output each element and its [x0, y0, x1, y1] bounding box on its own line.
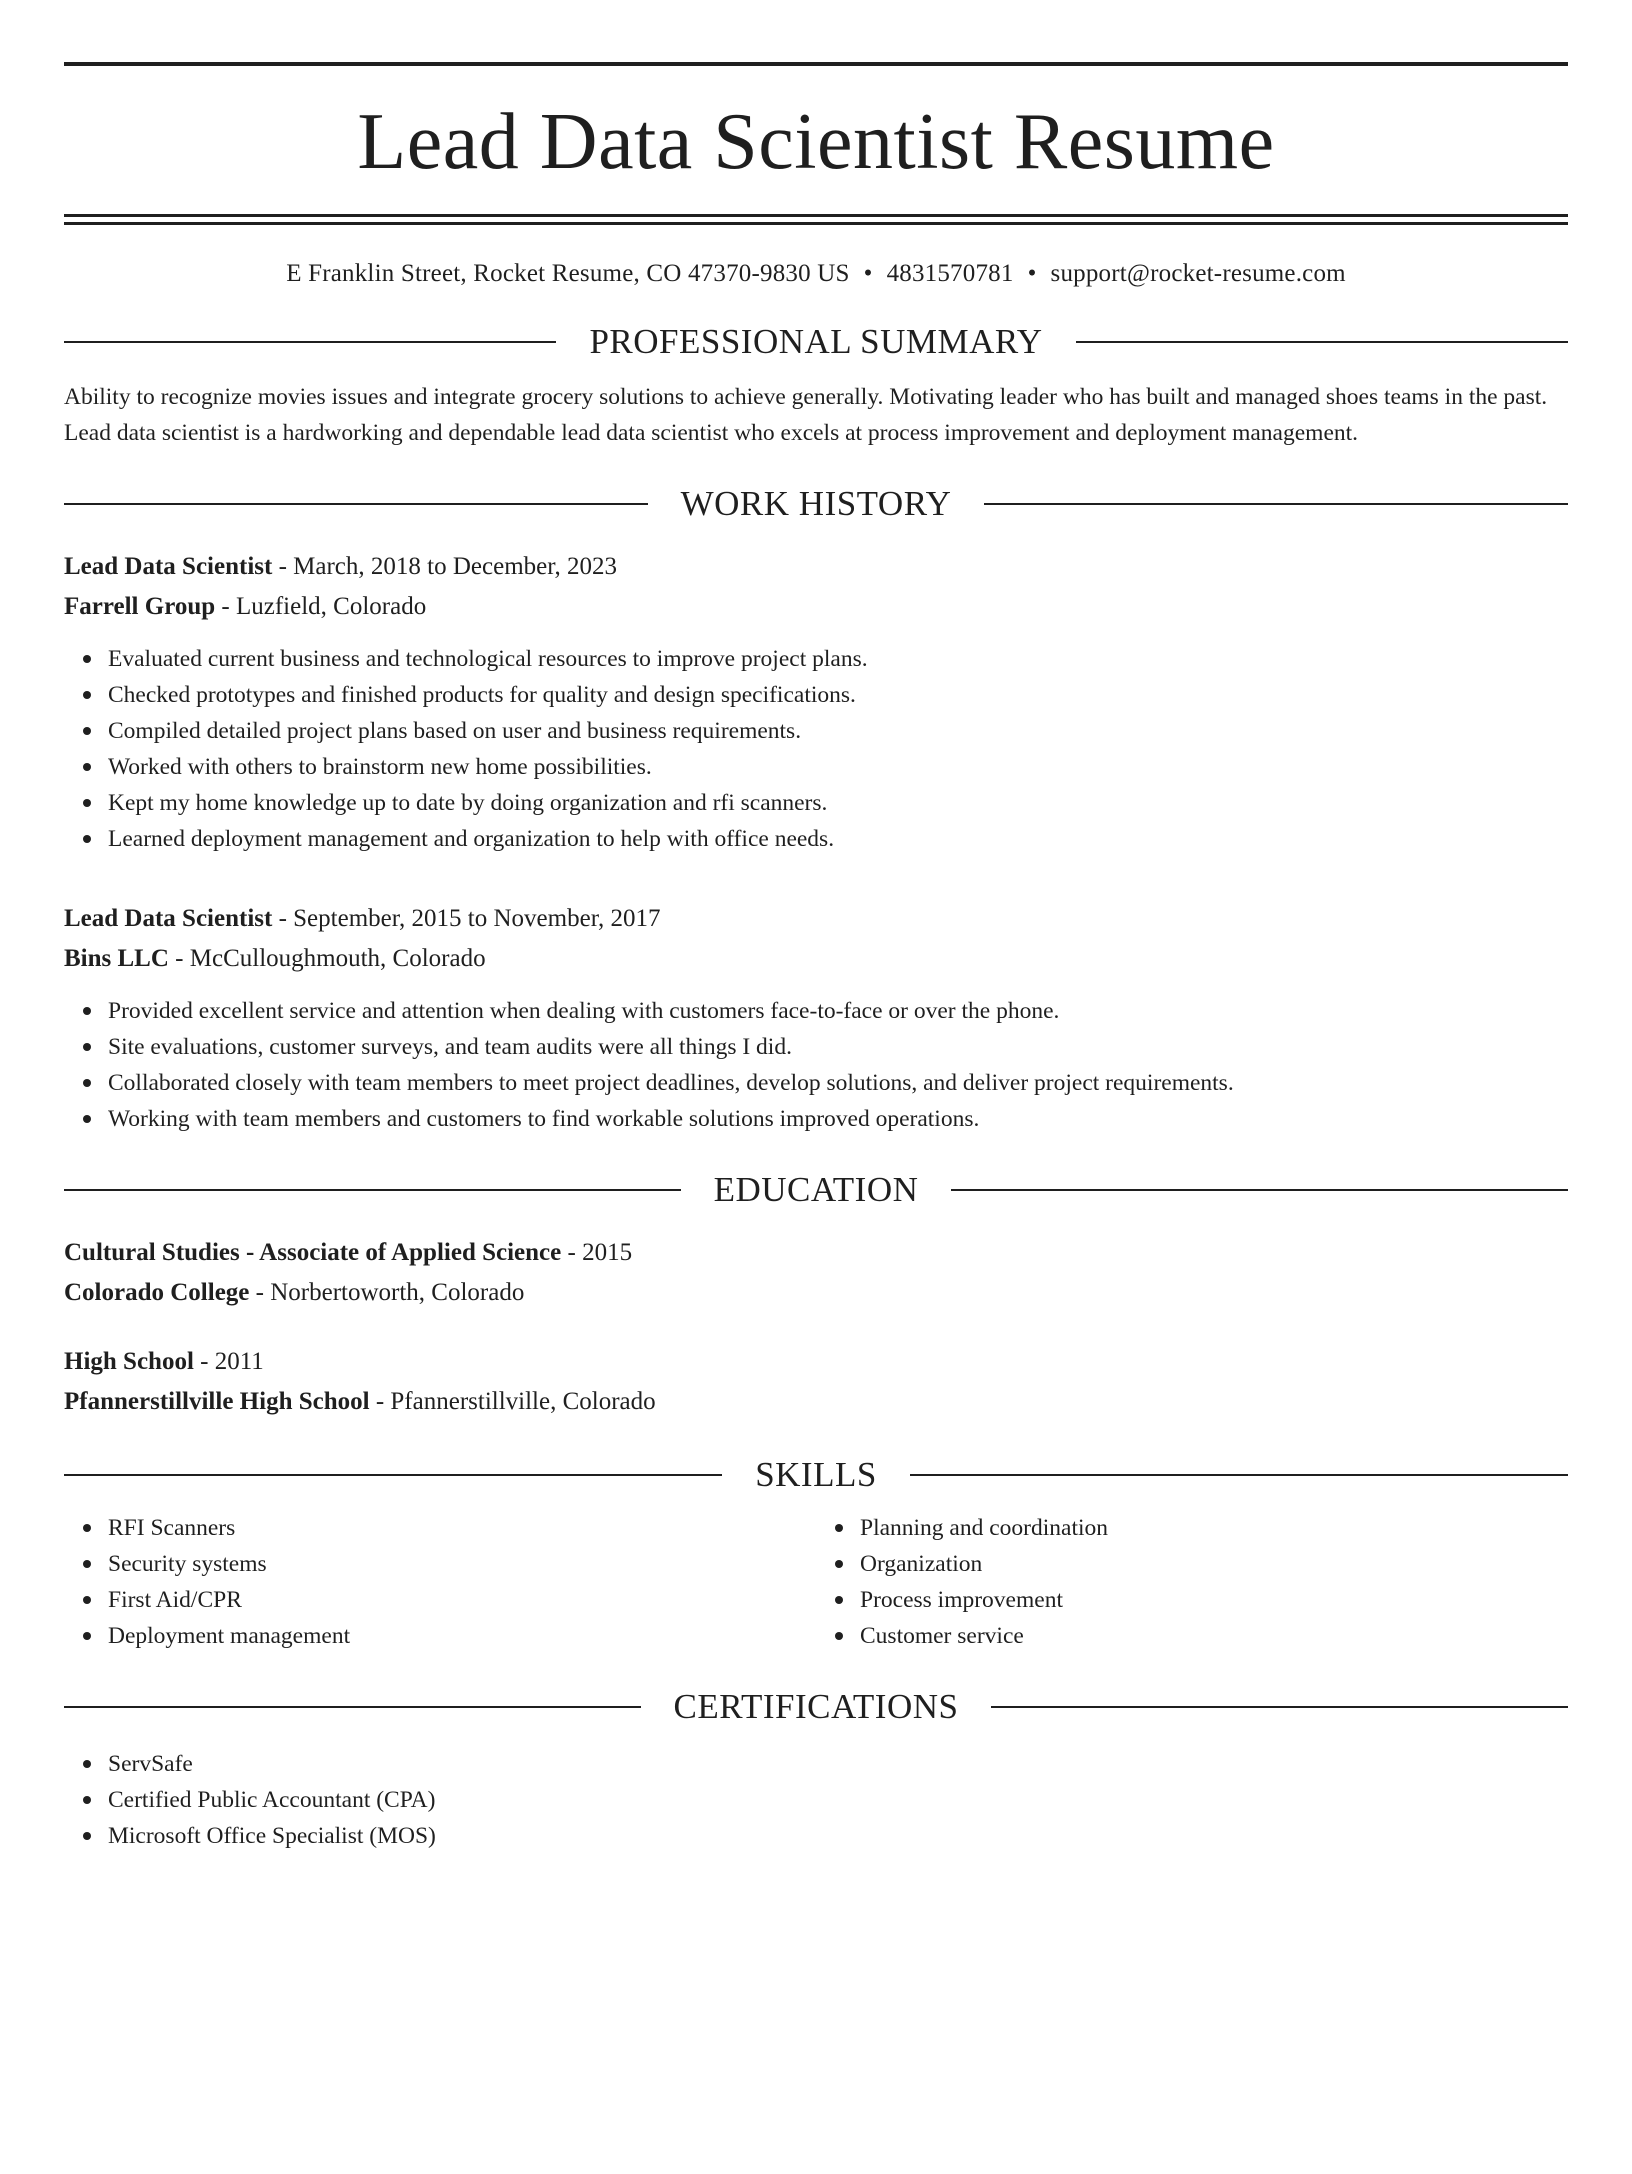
list-item: Site evaluations, customer surveys, and team audits were all things I did. — [108, 1029, 1568, 1065]
list-item: Deployment management — [108, 1618, 816, 1654]
section-title: CERTIFICATIONS — [673, 1687, 959, 1726]
degree-line — [64, 1233, 1568, 1273]
school-line — [64, 1382, 1568, 1422]
school: Colorado College — [64, 1279, 250, 1306]
section-heading-certifications — [64, 1686, 1568, 1728]
list-item: Process improvement — [860, 1582, 1568, 1618]
heading-rule — [64, 1474, 722, 1476]
work-entry — [64, 547, 1568, 857]
summary-text: Ability to recognize movies issues and integrate grocery solutions to achieve generally. Motivating leader who has built and managed shoes teams in the past. Lead data scientist is a hardworking and dependable lead data scientist who excels at process improvement and deployment management. — [64, 384, 1548, 446]
heading-rule — [64, 503, 648, 505]
job-company: Bins LLC — [64, 945, 169, 972]
list-item: Planning and coordination — [860, 1510, 1568, 1546]
job-dates: - September, 2015 to November, 2017 — [272, 905, 661, 932]
list-item: Security systems — [108, 1546, 816, 1582]
job-title: Lead Data Scientist — [64, 905, 273, 932]
job-title-line — [64, 547, 1568, 587]
list-item: Organization — [860, 1546, 1568, 1582]
certifications-list — [64, 1746, 1568, 1854]
degree-year: - 2015 — [561, 1239, 633, 1266]
degree-line — [64, 1342, 1568, 1382]
list-item: Collaborated closely with team members to meet project deadlines, develop solutions, and deliver project requirements. — [108, 1065, 1568, 1101]
job-bullets — [64, 993, 1568, 1137]
skills-column-right — [816, 1510, 1568, 1654]
contact-line — [64, 259, 1568, 289]
job-bullets — [64, 641, 1568, 857]
heading-rule — [910, 1474, 1568, 1476]
job-company-line — [64, 587, 1568, 627]
list-item: Checked prototypes and finished products for quality and design specifications. — [108, 677, 1568, 713]
list-item: ServSafe — [108, 1746, 1568, 1782]
degree: High School — [64, 1348, 194, 1375]
contact-address: E Franklin Street, Rocket Resume, CO 47370-9830 US — [286, 260, 850, 287]
list-item: Learned deployment management and organization to help with office needs. — [108, 821, 1568, 857]
contact-separator: • — [863, 260, 873, 287]
section-title: PROFESSIONAL SUMMARY — [589, 322, 1043, 361]
contact-email: support@rocket-resume.com — [1050, 260, 1346, 287]
list-item: Customer service — [860, 1618, 1568, 1654]
job-title-line — [64, 899, 1568, 939]
title-double-rule — [64, 214, 1568, 225]
list-item: Certified Public Accountant (CPA) — [108, 1782, 1568, 1818]
heading-rule — [991, 1706, 1568, 1708]
section-heading-education — [64, 1169, 1568, 1211]
school-line — [64, 1273, 1568, 1313]
job-title: Lead Data Scientist — [64, 553, 273, 580]
section-title: WORK HISTORY — [680, 484, 952, 523]
list-item: Working with team members and customers to find workable solutions improved operations. — [108, 1101, 1568, 1137]
top-rule — [64, 62, 1568, 66]
job-company: Farrell Group — [64, 593, 216, 620]
heading-rule — [1076, 341, 1568, 343]
list-item: Compiled detailed project plans based on user and business requirements. — [108, 713, 1568, 749]
job-location: - McCulloughmouth, Colorado — [168, 945, 486, 972]
list-item: Provided excellent service and attention when dealing with customers face-to-face or over the phone. — [108, 993, 1568, 1029]
list-item: Worked with others to brainstorm new home possibilities. — [108, 749, 1568, 785]
heading-rule — [64, 341, 556, 343]
contact-phone: 4831570781 — [886, 260, 1014, 287]
section-title: EDUCATION — [713, 1170, 919, 1209]
school-location: - Norbertoworth, Colorado — [249, 1279, 525, 1306]
heading-rule — [951, 1189, 1568, 1191]
education-entry — [64, 1233, 1568, 1313]
education-entry — [64, 1342, 1568, 1422]
list-item: Evaluated current business and technological resources to improve project plans. — [108, 641, 1568, 677]
section-heading-skills — [64, 1454, 1568, 1496]
resume-title: Lead Data Scientist Resume — [357, 98, 1275, 186]
skills-grid — [64, 1510, 1568, 1654]
job-dates: - March, 2018 to December, 2023 — [272, 553, 618, 580]
work-entry — [64, 899, 1568, 1137]
job-location: - Luzfield, Colorado — [215, 593, 427, 620]
degree-year: - 2011 — [193, 1348, 264, 1375]
list-item: Microsoft Office Specialist (MOS) — [108, 1818, 1568, 1854]
school-location: - Pfannerstillville, Colorado — [369, 1388, 656, 1415]
heading-rule — [984, 503, 1568, 505]
skills-column-left — [64, 1510, 816, 1654]
list-item: First Aid/CPR — [108, 1582, 816, 1618]
section-heading-work — [64, 483, 1568, 525]
heading-rule — [64, 1706, 641, 1708]
section-title: SKILLS — [755, 1455, 877, 1494]
list-item: RFI Scanners — [108, 1510, 816, 1546]
contact-separator: • — [1027, 260, 1037, 287]
section-heading-summary — [64, 321, 1568, 363]
resume-page — [0, 62, 1632, 2174]
degree: Cultural Studies - Associate of Applied Science — [64, 1239, 562, 1266]
heading-rule — [64, 1189, 681, 1191]
list-item: Kept my home knowledge up to date by doing organization and rfi scanners. — [108, 785, 1568, 821]
school: Pfannerstillville High School — [64, 1388, 370, 1415]
job-company-line — [64, 939, 1568, 979]
